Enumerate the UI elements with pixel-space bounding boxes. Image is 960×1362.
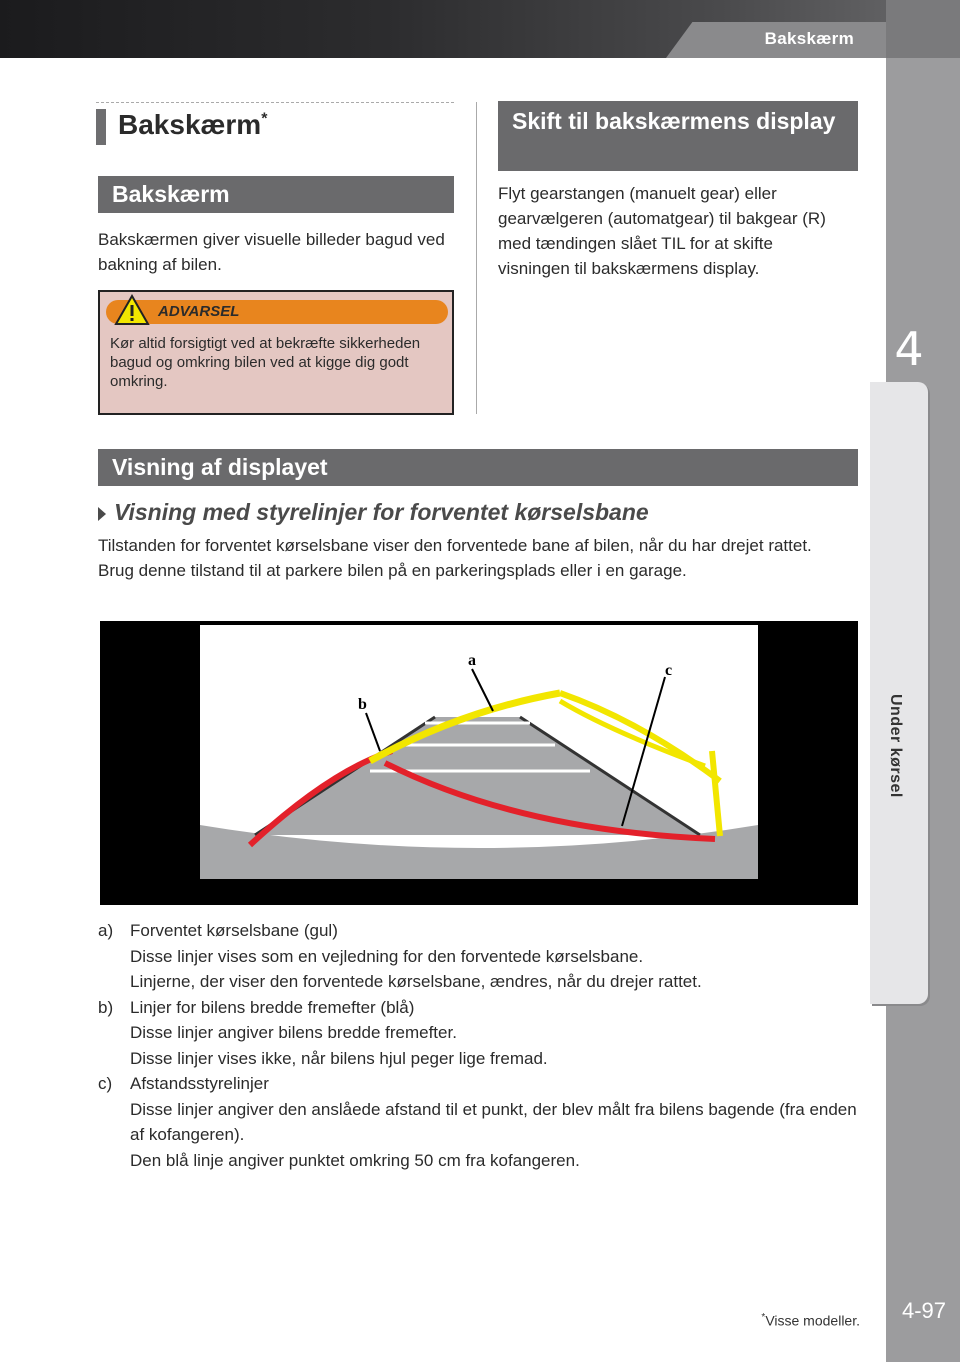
- header-corner: [886, 0, 960, 58]
- skift-text: Flyt gearstangen (manuelt gear) eller gearvælgeren (automatgear) til bakgear (R) med tændingen slået TIL for at skifte visningen til bakskærmens display.: [498, 184, 826, 278]
- warning-box: [98, 290, 454, 415]
- heading-bakskaerm: Bakskærm: [98, 176, 454, 213]
- intro-text: Bakskærmen giver visuelle billeder bagud ved bakning af bilen.: [98, 230, 445, 274]
- chapter-tab: [870, 382, 928, 1004]
- legend-item-b: b) Linjer for bilens bredde fremefter (blå) Disse linjer angiver bilens bredde fremefter. Disse linjer vises ikke, når bilens hjul peger lige fremad.: [98, 997, 548, 1068]
- section-title: [96, 102, 454, 145]
- footnote: *Visse modeller.: [761, 1312, 860, 1329]
- legend-list: [98, 918, 858, 1173]
- heading-skift: Skift til bakskærmens display: [498, 101, 858, 171]
- visning-text-2: Brug denne tilstand til at parkere bilen på en parkeringsplads eller i en garage.: [98, 561, 687, 580]
- warning-icon: [114, 294, 150, 326]
- column-divider: [476, 102, 477, 414]
- chapter-label: Under kørsel: [887, 694, 904, 798]
- label-b: b: [358, 696, 367, 713]
- visning-text-1: Tilstanden for forventet kørselsbane viser den forventede bane af bilen, når du har drejet rattet.: [98, 536, 812, 555]
- visning-text: [98, 533, 858, 583]
- legend-item-c: c) Afstandsstyrelinjer Disse linjer angiver den anslåede afstand til et punkt, der blev målt fra bilens bagende (fra enden af kofangeren). Den blå linje angiver punktet omkring 50 cm fra kofangeren.: [98, 1074, 857, 1170]
- heading-visning: Visning af displayet: [98, 449, 858, 486]
- section-title-bar: [96, 109, 106, 145]
- section-title-mark: *: [261, 110, 268, 128]
- subheading-marker-icon: [98, 507, 106, 521]
- chapter-number: 4: [894, 322, 924, 376]
- section-title-text: Bakskærm: [118, 109, 262, 140]
- rear-camera-figure: [100, 621, 858, 905]
- running-header-title: Bakskærm: [764, 29, 854, 48]
- label-c: c: [665, 662, 673, 679]
- page-number: 4-97: [901, 1298, 947, 1323]
- warning-label: ADVARSEL: [158, 303, 240, 320]
- warning-text: Kør altid forsigtigt ved at bekræfte sikkerheden bagud og omkring bilen ved at kigge dig godt omkring.: [110, 335, 421, 390]
- subheading: Visning med styrelinjer for forventet kørselsbane: [98, 499, 649, 526]
- legend-item-a: a) Forventet kørselsbane (gul) Disse linjer vises som en vejledning for den forventede kørselsbane. Linjerne, der viser den forventede kørselsbane, ændres, når du drejer rattet.: [98, 921, 702, 991]
- label-a: a: [468, 652, 476, 669]
